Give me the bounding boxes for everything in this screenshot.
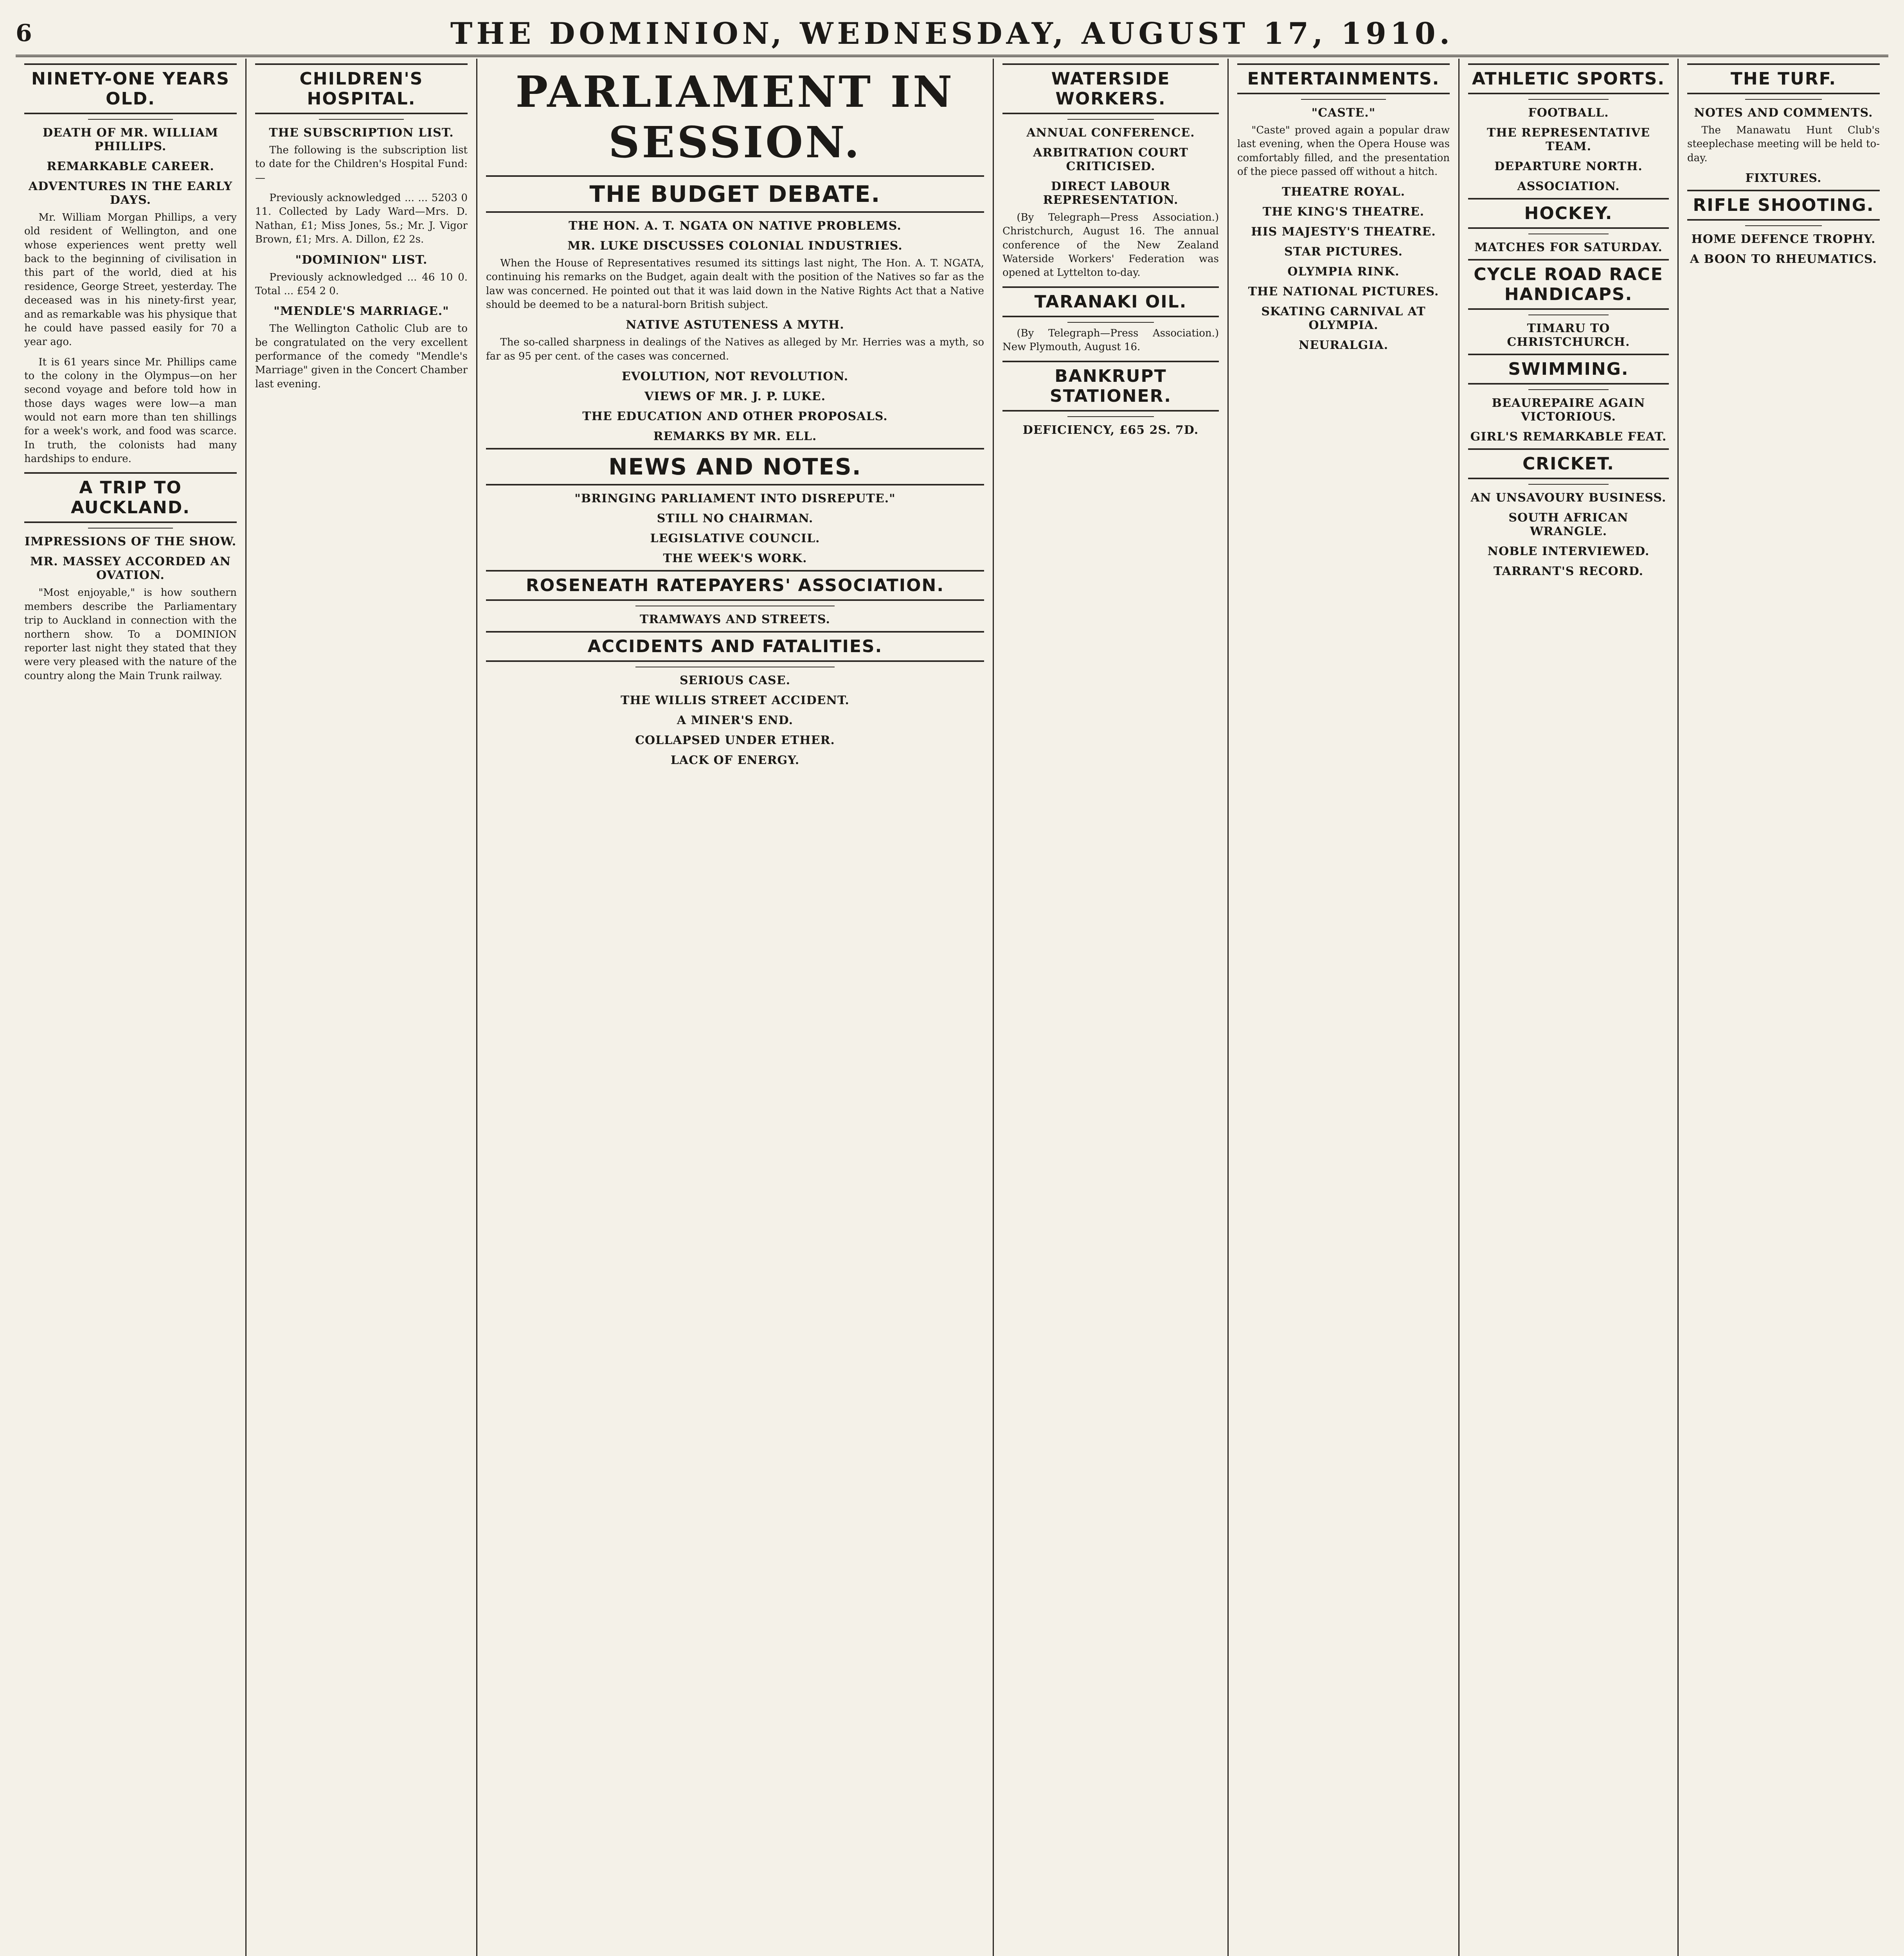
section-headline: TARANAKI OIL. (1002, 286, 1219, 317)
article-subheading: THEATRE ROYAL. (1281, 185, 1406, 199)
article-subheading: "MENDLE'S MARRIAGE." (274, 304, 449, 318)
article-subheading: LACK OF ENERGY. (670, 753, 800, 768)
article-paragraph: The Manawatu Hunt Club's steeplechase meeting will be held to-day. (1687, 124, 1880, 164)
columns (16, 59, 1888, 1956)
article-subheading: "CASTE." (1311, 106, 1376, 120)
article-subheading: A BOON TO RHEUMATICS. (1690, 252, 1877, 266)
divider (1528, 484, 1609, 485)
section-headline: ROSENEATH RATEPAYERS' ASSOCIATION. (486, 570, 984, 601)
article-subheading: AN UNSAVOURY BUSINESS. (1470, 491, 1666, 505)
section-headline: THE TURF. (1687, 63, 1880, 94)
section-headline: NINETY-ONE YEARS OLD. (24, 63, 237, 114)
column-2 (247, 59, 477, 1956)
article-subheading: COLLAPSED UNDER ETHER. (635, 734, 835, 748)
divider (1067, 416, 1154, 417)
article-subheading: "BRINGING PARLIAMENT INTO DISREPUTE." (574, 492, 896, 506)
divider (1067, 119, 1154, 120)
article-subheading: HIS MAJESTY'S THEATRE. (1251, 225, 1436, 239)
article-subheading: SERIOUS CASE. (679, 674, 791, 688)
divider (319, 119, 404, 120)
article-subheading: IMPRESSIONS OF THE SHOW. (24, 535, 237, 549)
article-subheading: ASSOCIATION. (1517, 180, 1620, 193)
article-subheading: THE WILLIS STREET ACCIDENT. (621, 694, 849, 708)
article-paragraph: Mr. William Morgan Phillips, a very old resident of Wellington, and one whose experiences went pretty well back to the beginning of civilisation in this part of the world, died at his residence, George Street, yesterday. The deceased was in his ninety-first year, and as remarkable was his physique that he could have passed easily for 70 a year ago. (24, 212, 237, 348)
article-subheading: NATIVE ASTUTENESS A MYTH. (626, 318, 844, 332)
article-subheading: THE WEEK'S WORK. (663, 552, 807, 566)
column-3 (477, 59, 994, 1956)
article-subheading: GIRL'S REMARKABLE FEAT. (1470, 430, 1667, 444)
article-subheading: BEAUREPAIRE AGAIN VICTORIOUS. (1492, 396, 1645, 424)
article-subheading: REMARKABLE CAREER. (47, 160, 214, 173)
article-subheading: FOOTBALL. (1528, 106, 1609, 120)
article-paragraph: (By Telegraph—Press Association.) New Plymouth, August 16. (1002, 327, 1219, 353)
section-headline: THE BUDGET DEBATE. (486, 175, 984, 213)
section-headline: ATHLETIC SPORTS. (1468, 63, 1669, 94)
article-subheading: EVOLUTION, NOT REVOLUTION. (621, 370, 849, 384)
article-paragraph: It is 61 years since Mr. Phillips came to the colony in the Olympus—on her second voyage and before told how in those days wages were low—a man would not earn more than ten shillings for a week's work, and food was scarce. In truth, the colonists had many hardships to endure. (24, 356, 237, 465)
article-subheading: MATCHES FOR SATURDAY. (1474, 241, 1663, 254)
column-7 (1679, 59, 1888, 1956)
masthead-title: THE DOMINION, WEDNESDAY, AUGUST 17, 1910. (450, 16, 1454, 51)
article-subheading: DEPARTURE NORTH. (1494, 160, 1643, 173)
article-subheading: HOME DEFENCE TROPHY. (1691, 232, 1876, 246)
article-paragraph: (By Telegraph—Press Association.) Christchurch, August 16. The annual conference of the New Zealand Waterside Workers' Federation was opened at Lyttelton to-day. (1002, 212, 1219, 279)
divider (88, 528, 173, 529)
section-headline: BANKRUPT STATIONER. (1002, 361, 1219, 412)
divider (1528, 389, 1609, 390)
article-subheading: TARRANT'S RECORD. (1493, 565, 1644, 578)
divider (1301, 99, 1386, 100)
article-subheading: THE KING'S THEATRE. (1262, 205, 1425, 219)
section-headline: CRICKET. (1468, 448, 1669, 479)
section-headline: HOCKEY. (1468, 198, 1669, 229)
masthead (16, 12, 1888, 57)
article-subheading: FIXTURES. (1745, 171, 1822, 185)
column-1 (16, 59, 247, 1956)
section-headline: WATERSIDE WORKERS. (1002, 63, 1219, 114)
divider (88, 119, 173, 120)
article-paragraph: The following is the subscription list to date for the Children's Hospital Fund:— (255, 144, 468, 184)
article-subheading: MR. LUKE DISCUSSES COLONIAL INDUSTRIES. (567, 239, 903, 253)
article-subheading: SKATING CARNIVAL AT OLYMPIA. (1261, 305, 1426, 333)
column-4 (994, 59, 1229, 1956)
article-paragraph: Previously acknowledged ... ... 5203 0 11. Collected by Lady Ward—Mrs. D. Nathan, £1; Miss Jones, 5s.; Mr. J. Vigor Brown, £1; Mrs. A. Dillon, £2 2s. (255, 192, 468, 246)
article-paragraph: When the House of Representatives resumed its sittings last night, The Hon. A. T. NGATA, continuing his remarks on the Budget, again dealt with the position of the Natives so far as the law was concerned. He pointed out that it was laid down in the Native Rights Act that a Native should be deemed to be a natural-born British subject. (486, 257, 984, 311)
article-subheading: STAR PICTURES. (1284, 245, 1403, 259)
article-paragraph: The so-called sharpness in dealings of the Natives as alleged by Mr. Herries was a myth, so far as 95 per cent. of the cases was concerned. (486, 336, 984, 362)
article-subheading: THE HON. A. T. NGATA ON NATIVE PROBLEMS. (569, 219, 902, 233)
section-headline: NEWS AND NOTES. (486, 448, 984, 485)
column-6 (1459, 59, 1679, 1956)
article-subheading: NOBLE INTERVIEWED. (1487, 545, 1650, 558)
section-headline: ACCIDENTS AND FATALITIES. (486, 631, 984, 662)
article-paragraph: The Wellington Catholic Club are to be congratulated on the very excellent performance of the comedy "Mendle's Marriage" given in the Concert Chamber last evening. (255, 323, 468, 390)
article-subheading: THE NATIONAL PICTURES. (1248, 285, 1439, 299)
article-subheading: NOTES AND COMMENTS. (1694, 106, 1873, 120)
article-subheading: STILL NO CHAIRMAN. (657, 512, 813, 526)
article-subheading: LEGISLATIVE COUNCIL. (650, 532, 820, 546)
article-subheading: OLYMPIA RINK. (1287, 265, 1400, 279)
article-subheading: SOUTH AFRICAN WRANGLE. (1508, 511, 1629, 538)
article-paragraph: "Caste" proved again a popular draw last evening, when the Opera House was comfortably filled, and the presentation of the piece passed off without a hitch. (1237, 124, 1450, 178)
article-subheading: "DOMINION" LIST. (295, 253, 428, 267)
divider (1745, 225, 1822, 226)
article-subheading: THE REPRESENTATIVE TEAM. (1487, 126, 1650, 153)
article-paragraph: "Most enjoyable," is how southern members describe the Parliamentary trip to Auckland in connection with the northern show. To a DOMINION reporter last night they stated that they were very pleased with the nature of the country along the Main Trunk railway. (24, 587, 237, 682)
article-subheading: ADVENTURES IN THE EARLY DAYS. (28, 180, 233, 207)
section-headline: PARLIAMENT IN SESSION. (515, 67, 955, 167)
divider (1528, 99, 1609, 100)
article-subheading: THE SUBSCRIPTION LIST. (269, 126, 454, 140)
section-headline: A TRIP TO AUCKLAND. (24, 472, 237, 523)
article-subheading: ARBITRATION COURT CRITICISED. (1033, 146, 1188, 173)
article-subheading: VIEWS OF MR. J. P. LUKE. (644, 390, 826, 404)
article-subheading: THE EDUCATION AND OTHER PROPOSALS. (582, 410, 888, 424)
article-subheading: TRAMWAYS AND STREETS. (640, 613, 830, 627)
divider (1745, 99, 1822, 100)
section-headline: CHILDREN'S HOSPITAL. (255, 63, 468, 114)
column-5 (1229, 59, 1459, 1956)
article-subheading: REMARKS BY MR. ELL. (653, 430, 817, 444)
article-subheading: DEFICIENCY, £65 2S. 7D. (1022, 423, 1199, 437)
section-headline: RIFLE SHOOTING. (1687, 190, 1880, 221)
article-subheading: DEATH OF MR. WILLIAM PHILLIPS. (43, 126, 218, 153)
section-headline: SWIMMING. (1468, 354, 1669, 385)
article-subheading: ANNUAL CONFERENCE. (1026, 126, 1195, 140)
page-number: 6 (16, 20, 32, 47)
article-subheading: TIMARU TO CHRISTCHURCH. (1507, 322, 1630, 349)
article-paragraph: Previously acknowledged ... 46 10 0. Total ... £54 2 0. (255, 271, 468, 297)
article-subheading: NEURALGIA. (1298, 338, 1389, 352)
article-subheading: MR. MASSEY ACCORDED AN OVATION. (30, 555, 231, 582)
section-headline: CYCLE ROAD RACE HANDICAPS. (1468, 259, 1669, 310)
section-headline: ENTERTAINMENTS. (1237, 63, 1450, 94)
divider (1067, 322, 1154, 323)
article-subheading: A MINER'S END. (677, 714, 794, 728)
article-subheading: DIRECT LABOUR REPRESENTATION. (1043, 180, 1179, 207)
